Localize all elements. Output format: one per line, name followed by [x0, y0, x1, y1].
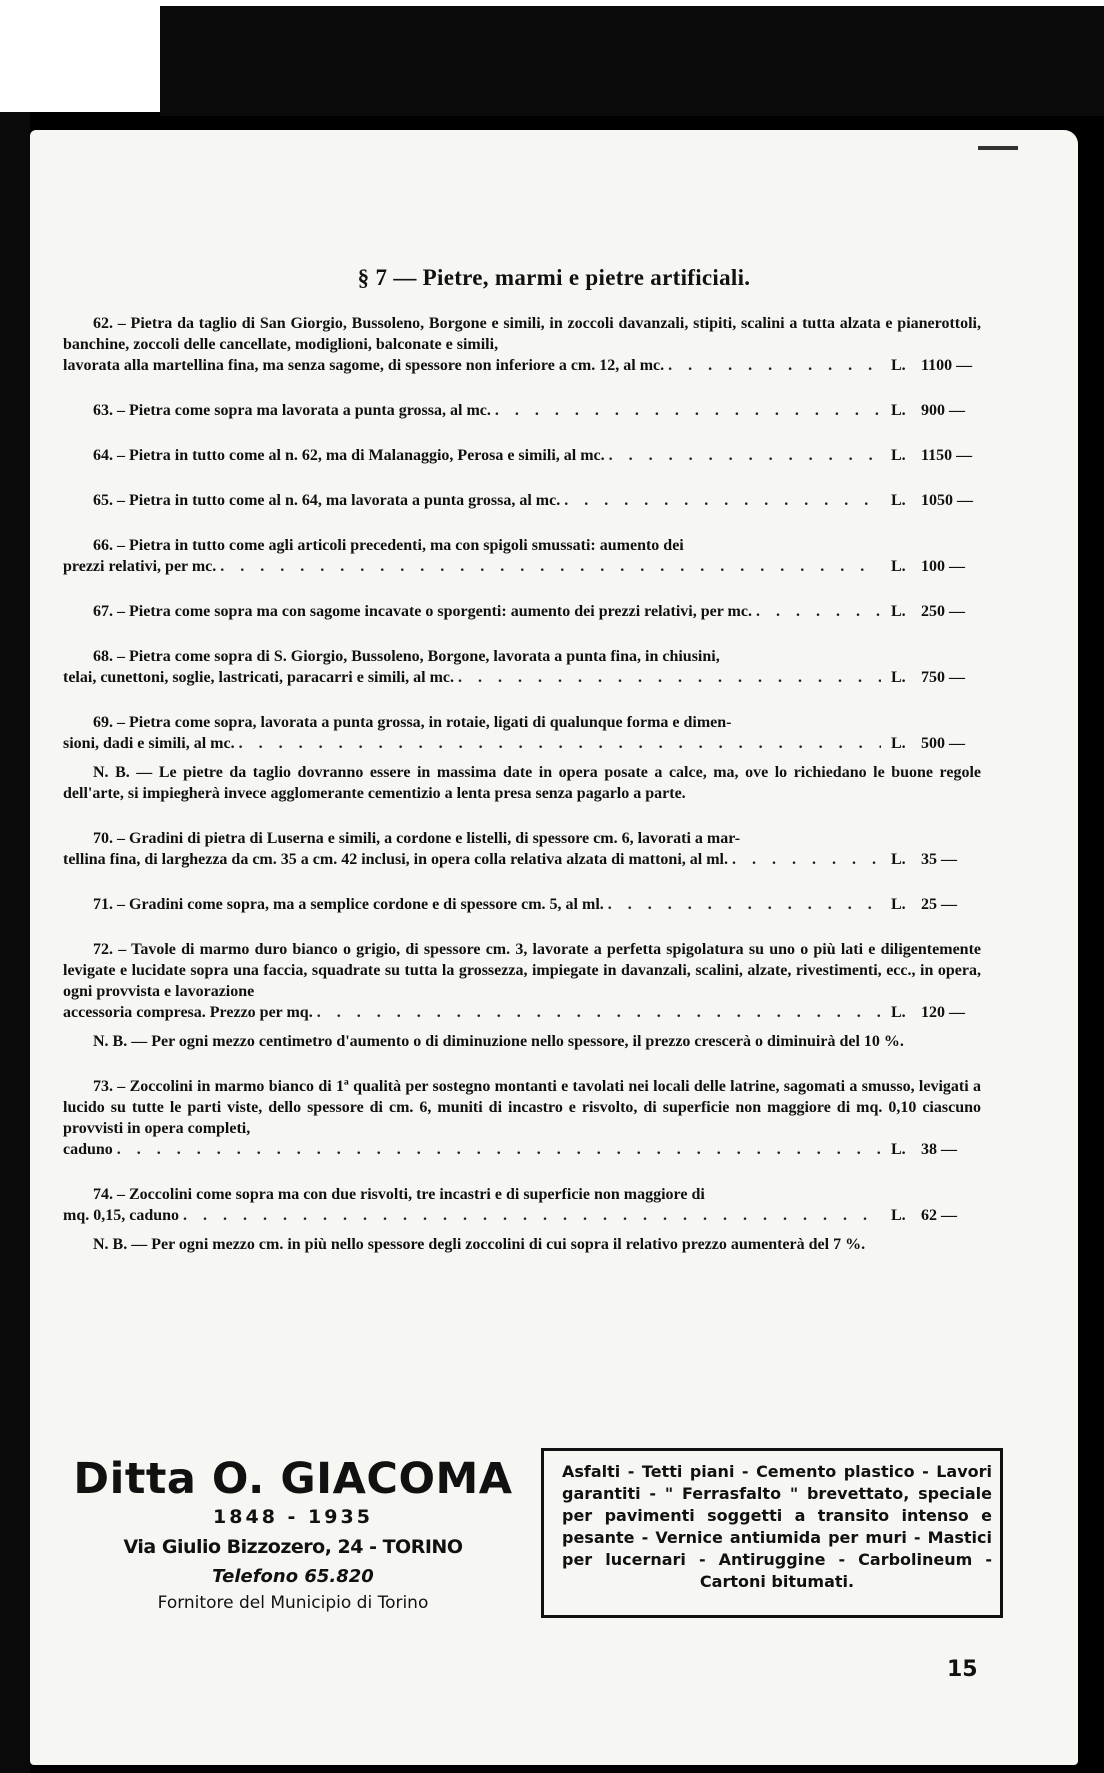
entry-price: L. 500 — [891, 735, 965, 752]
entry-price: L. 100 — [891, 558, 965, 575]
entry-price-line: lavorata alla martellina fina, ma senza sagome, di spessore non inferiore a cm. 12, al mc. . . . L. 1100 — [63, 355, 981, 376]
entry-price-line: mq. 0,15, caduno . . . L. 62 — [63, 1205, 981, 1226]
price-entry [63, 400, 981, 421]
entry-price-line: 65. – Pietra in tutto come al n. 64, ma lavorata a punta grossa, al mc. . . . L. 1050 — [63, 490, 981, 511]
dot-leader [317, 1002, 881, 1023]
entry-price-line: prezzi relativi, per mc. . . . L. 100 — [63, 556, 981, 577]
entry-text: 62. – Pietra da taglio di San Giorgio, Bussoleno, Borgone e simili, in zoccoli davanzali, stipiti, scalini a tutta alzata e pianerottoli, banchine, zoccoli delle cancellate, modiglioni, balconate e simili, [63, 315, 981, 353]
entry-price: L. 1050 — [891, 492, 973, 509]
products-advert: Asfalti - Tetti piani - Cemento plastico - Lavori garantiti - " Ferrasfalto " brevettato, speciale per pavimenti soggetti a transito intenso e pesante - Vernice antiumida per muri - Mastici per lucernari - Antiruggine - Carbolineum - Cartoni bitumati. [541, 1448, 1003, 1618]
dot-leader [608, 894, 881, 915]
dot-leader [609, 445, 881, 466]
entry-price: L. 38 — [891, 1141, 957, 1158]
entry-price-line: 64. – Pietra in tutto come al n. 62, ma di Malanaggio, Perosa e simili, al mc. . . . L. 1150 — [63, 445, 981, 466]
entry-text: 72. – Tavole di marmo duro bianco o grigio, di spessore cm. 3, lavorate a perfetta spigolatura su uno o più lati e diligentemente levigate e lucidate sopra una faccia, squadrate su tutta la grossezza, impiegate in davanzali, scalini, alzate, rivestimenti, ecc., in opera, ogni provvista e lavorazione [63, 941, 981, 1000]
dot-leader [239, 733, 881, 754]
entry-price-line: telai, cunettoni, soglie, lastricati, paracarri e simili, al mc. . . . L. 750 — [63, 667, 981, 688]
entry-price: L. 120 — [891, 1004, 965, 1021]
note-paragraph [63, 762, 981, 804]
company-advert [63, 1448, 523, 1620]
company-phone: Telefono 65.820 [212, 1566, 374, 1587]
price-entry [63, 828, 981, 870]
document-page [30, 130, 1078, 1765]
dot-leader [220, 556, 881, 577]
price-entry [63, 601, 981, 622]
entry-price: L. 750 — [891, 669, 965, 686]
company-address: Via Giulio Bizzozero, 24 - TORINO [123, 1536, 463, 1558]
entry-text: N. B. — Per ogni mezzo cm. in più nello spessore degli zoccolini di cui sopra il relativo prezzo aumenterà del 7 %. [93, 1236, 866, 1253]
entry-price-line: sioni, dadi e simili, al mc. . . . L. 500 — [63, 733, 981, 754]
price-list [63, 313, 981, 1255]
entry-text: N. B. — Le pietre da taglio dovranno essere in massima date in opera posate a calce, ma, ove lo richiedano le buone regole dell'arte, si impiegherà invece agglomerante cementizio a lenta presa senza pagarlo a parte. [63, 764, 981, 802]
entry-price-line: 71. – Gradini come sopra, ma a semplice cordone e di spessore cm. 5, al ml. . . . L. 25 — [63, 894, 981, 915]
dot-leader [668, 355, 881, 376]
entry-price: L. 1150 — [891, 447, 973, 464]
margin-dash [978, 146, 1018, 150]
dot-leader [564, 490, 881, 511]
entry-price: L. 250 — [891, 603, 965, 620]
note-paragraph [63, 1234, 981, 1255]
entry-price: L. 1100 — [891, 357, 973, 374]
price-entry [63, 1076, 981, 1160]
price-entry [63, 1184, 981, 1226]
entry-text: 69. – Pietra come sopra, lavorata a punta grossa, in rotaie, ligati di qualunque forma e dimen- [93, 714, 732, 731]
entry-price-line: accessoria compresa. Prezzo per mq. . . . L. 120 — [63, 1002, 981, 1023]
dot-leader [183, 1205, 881, 1226]
scan-border-left [0, 112, 30, 1773]
dot-leader [756, 601, 881, 622]
entry-price-line: 63. – Pietra come sopra ma lavorata a punta grossa, al mc. . . . L. 900 — [63, 400, 981, 421]
dot-leader [732, 849, 881, 870]
section-title: § 7 — Pietre, marmi e pietre artificiali. [357, 265, 751, 290]
company-supplier: Fornitore del Municipio di Torino [157, 1593, 429, 1613]
price-entry [63, 313, 981, 376]
entry-text: N. B. — Per ogni mezzo centimetro d'aumento o di diminuzione nello spessore, il prezzo crescerà o diminuirà del 10 %. [93, 1033, 904, 1050]
entry-text: 70. – Gradini di pietra di Luserna e simili, a cordone e listelli, di spessore cm. 6, lavorati a mar- [93, 830, 741, 847]
price-entry [63, 646, 981, 688]
entry-price-line: caduno . . . L. 38 — [63, 1139, 981, 1160]
entry-text: 74. – Zoccolini come sopra ma con due risvolti, tre incastri e di superficie non maggiore di [93, 1186, 705, 1203]
price-entry [63, 894, 981, 915]
price-entry [63, 712, 981, 754]
price-entry [63, 535, 981, 577]
company-years: 1848 - 1935 [213, 1506, 373, 1528]
dot-leader [117, 1139, 881, 1160]
price-entry [63, 939, 981, 1023]
company-name: Ditta O. GIACOMA [73, 1454, 513, 1504]
entry-text: 68. – Pietra come sopra di S. Giorgio, Bussoleno, Borgone, lavorata a punta fina, in chiusini, [93, 648, 720, 665]
price-entry [63, 445, 981, 466]
note-paragraph [63, 1031, 981, 1052]
price-entry [63, 490, 981, 511]
scan-border-top [160, 6, 1104, 116]
dot-leader [458, 667, 881, 688]
dot-leader [495, 400, 881, 421]
entry-price: L. 35 — [891, 851, 957, 868]
entry-price-line: tellina fina, di larghezza da cm. 35 a cm. 42 inclusi, in opera colla relativa alzata di mattoni, al ml. . . . L. 35 — [63, 849, 981, 870]
entry-price: L. 900 — [891, 402, 965, 419]
entry-price-line: 67. – Pietra come sopra ma con sagome incavate o sporgenti: aumento dei prezzi relativi, per mc. . . . L. 250 — [63, 601, 981, 622]
entry-price: L. 25 — [891, 896, 957, 913]
page-number: 15 [947, 1657, 978, 1682]
entry-text: 66. – Pietra in tutto come agli articoli precedenti, ma con spigoli smussati: aumento dei [93, 537, 684, 554]
entry-text: 73. – Zoccolini in marmo bianco di 1ª qualità per sostegno montanti e tavolati nei locali delle latrine, sagomati a smusso, levigati a lucido su tutte le parti viste, dello spessore di cm. 6, muniti di incastro e risvolto, di superficie non maggiore di mq. 0,10 ciascuno provvisti in opera completi, [63, 1078, 981, 1137]
entry-price: L. 62 — [891, 1207, 957, 1224]
